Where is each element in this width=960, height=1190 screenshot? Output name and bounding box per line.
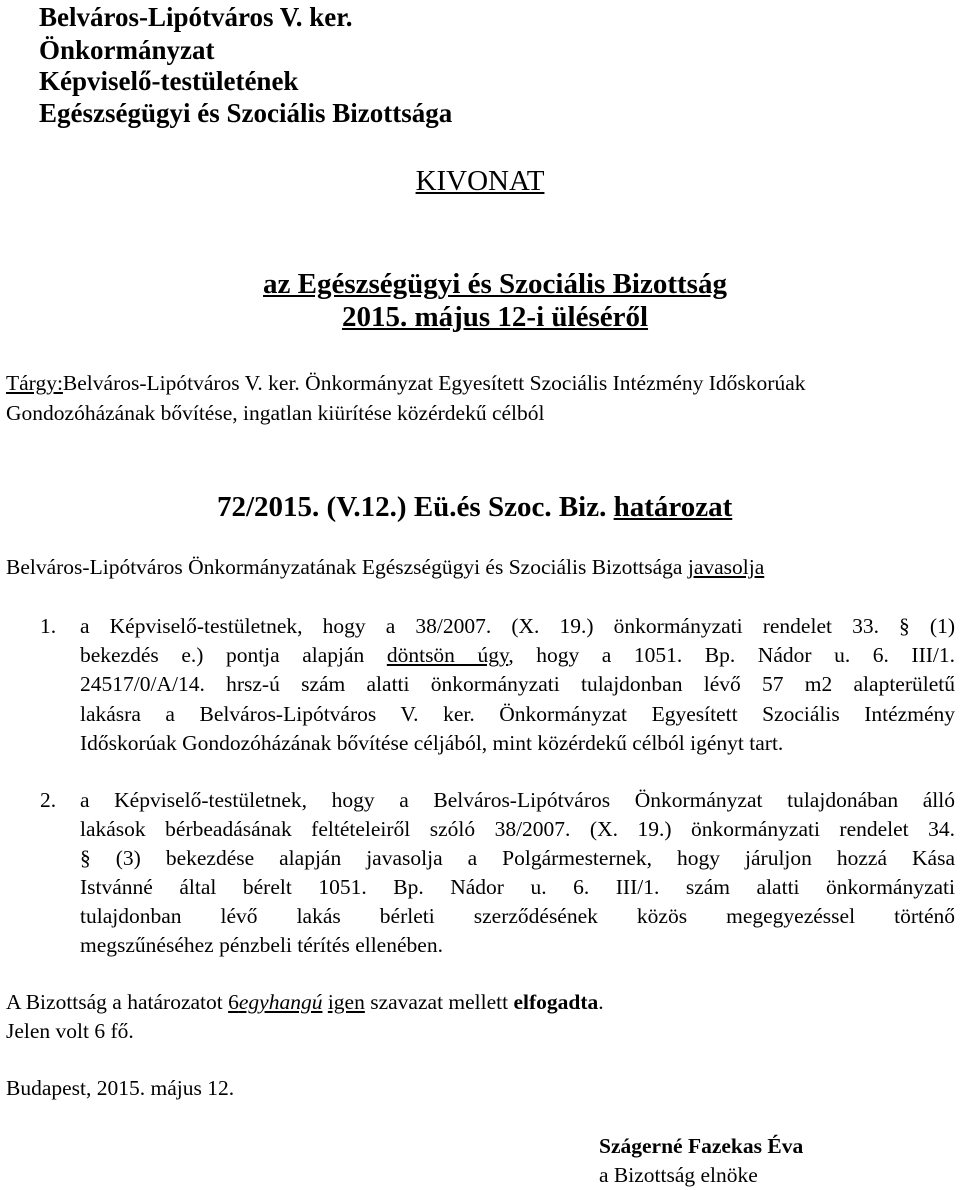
present-line: Jelen volt 6 fő. (6, 1019, 134, 1043)
subject-line-2: Gondozóházának bővítése, ingatlan kiürítése közérdekű célból (6, 401, 545, 425)
vote-accepted: elfogadta (513, 990, 599, 1014)
vote-pre: A Bizottság a határozatot (6, 990, 229, 1014)
subject-text: Belváros-Lipótváros V. ker. Önkormányzat Egyesített Szociális Intézmény Időskorúak (62, 371, 806, 395)
item-1-number: 1. (40, 614, 57, 638)
subject-line-1 (6, 371, 806, 396)
vote-line (6, 990, 604, 1015)
document-type-title: KIVONAT (415, 165, 545, 197)
resolution-word: határozat (613, 491, 733, 523)
vote-yes: igen (327, 990, 365, 1014)
vote-unanimous: egyhangú (238, 990, 323, 1014)
vote-end: . (598, 990, 604, 1014)
item-2-line-2: lakások bérbeadásának feltételeiről szóló 38/2007. (X. 19.) önkormányzati rendelet 34. (80, 817, 955, 841)
subtitle-line-2: 2015. május 12-i üléséről (341, 301, 649, 333)
resolution-heading (217, 491, 732, 524)
vote-count-block (228, 990, 322, 1014)
item-1-line-2 (80, 643, 955, 668)
signature-title: a Bizottság elnöke (599, 1163, 758, 1187)
item-1-decision: döntsön úgy (386, 643, 509, 667)
header-line-1: Belváros-Lipótváros V. ker. (39, 2, 353, 32)
intro-line (6, 555, 764, 580)
item-1-line-5: Időskorúak Gondozóházának bővítése céljából, mint közérdekű célból igényt tart. (80, 731, 784, 755)
vote-mid: szavazat mellett (364, 990, 514, 1014)
item-1-line-1: a Képviselő-testületnek, hogy a 38/2007. (X. 19.) önkormányzati rendelet 33. § (1) (80, 614, 955, 638)
item-1-line-4: lakásra a Belváros-Lipótváros V. ker. Önkormányzat Egyesített Szociális Intézmény (80, 702, 955, 726)
item-2-line-4: Istvánné által bérelt 1051. Bp. Nádor u. 6. III/1. szám alatti önkormányzati (80, 875, 955, 899)
subtitle-line-1: az Egészségügyi és Szociális Bizottság (263, 268, 727, 300)
subject-label: Tárgy: (6, 371, 63, 395)
header-line-2: Önkormányzat (39, 35, 215, 65)
header-line-3: Képviselő-testületének (39, 66, 299, 96)
item-1-line-3: 24517/0/A/14. hrsz-ú szám alatti önkormányzati tulajdonban lévő 57 m2 alapterületű (80, 672, 955, 696)
place-date: Budapest, 2015. május 12. (6, 1076, 235, 1100)
item-2-number: 2. (40, 788, 57, 812)
item-1-line-2-a: bekezdés e.) pontja alapján (80, 643, 387, 667)
item-2-line-6: megszűnéséhez pénzbeli térítés ellenében. (80, 933, 443, 957)
intro-text: Belváros-Lipótváros Önkormányzatának Egészségügyi és Szociális Bizottsága (6, 555, 688, 579)
vote-count: 6 (228, 990, 239, 1014)
header-line-4: Egészségügyi és Szociális Bizottsága (39, 98, 453, 128)
signature-name: Szágerné Fazekas Éva (599, 1134, 804, 1158)
item-1-line-2-b: , hogy a 1051. Bp. Nádor u. 6. III/1. (508, 643, 955, 667)
resolution-number: 72/2015. (V.12.) Eü.és Szoc. Biz. (217, 491, 607, 523)
item-2-line-1: a Képviselő-testületnek, hogy a Belváros-Lipótváros Önkormányzat tulajdonában álló (80, 788, 955, 812)
item-2-line-5: tulajdonban lévő lakás bérleti szerződésének közös megegyezéssel történő (80, 904, 955, 928)
intro-verb: javasolja (687, 555, 765, 579)
item-2-line-3: § (3) bekezdése alapján javasolja a Polgármesternek, hogy járuljon hozzá Kása (80, 846, 955, 870)
